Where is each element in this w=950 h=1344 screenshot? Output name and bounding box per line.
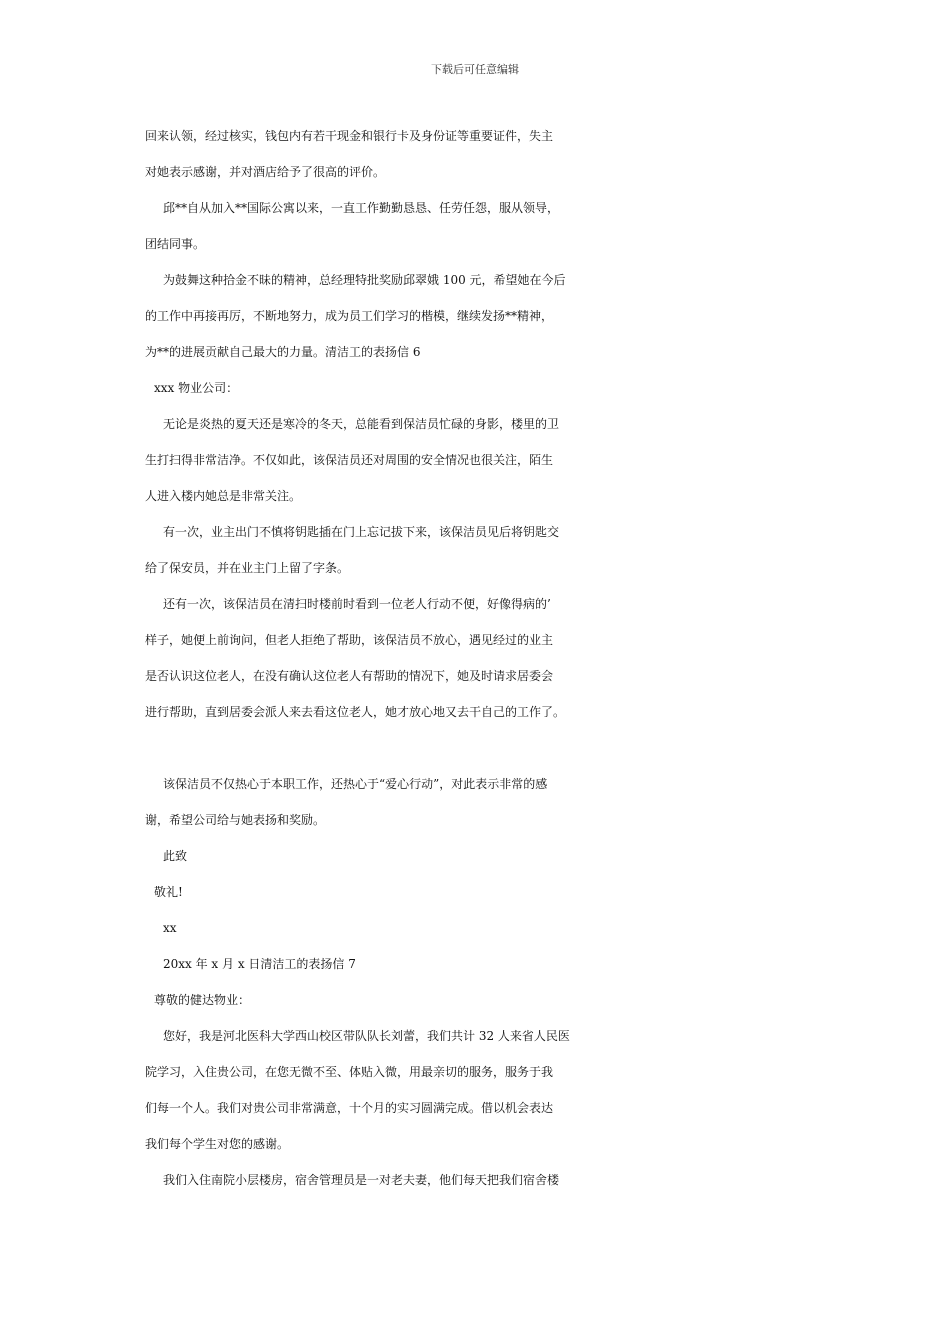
text-line: 团结同事。	[145, 237, 206, 251]
page-header: 下载后可任意编辑	[431, 63, 519, 76]
text-line: 院学习，入住贵公司，在您无微不至、体贴入微，用最亲切的服务，服务于我	[145, 1065, 554, 1079]
text-line: 对她表示感谢，并对酒店给予了很高的评价。	[145, 165, 386, 179]
text-line: 无论是炎热的夏天还是寒冷的冬天，总能看到保洁员忙碌的身影，楼里的卫	[163, 417, 560, 431]
document-body	[0, 118, 950, 1198]
text-line: 回来认领，经过核实，钱包内有若干现金和银行卡及身份证等重要证件，失主	[145, 129, 554, 143]
text-line: 的工作中再接再厉，不断地努力，成为员工们学习的楷模，继续发扬**精神，	[145, 309, 554, 323]
text-line: 有一次，业主出门不慎将钥匙插在门上忘记拔下来，该保洁员见后将钥匙交	[163, 525, 560, 539]
text-line: 们每一个人。我们对贵公司非常满意，十个月的实习圆满完成。借以机会表达	[145, 1101, 554, 1115]
text-line: 为鼓舞这种拾金不昧的精神，总经理特批奖励邱翠娥 100 元，希望她在今后	[163, 273, 566, 287]
closing-line: 此致	[163, 849, 188, 863]
text-line: 邱**自从加入**国际公寓以来，一直工作勤勤恳恳、任劳任怨，服从领导，	[163, 201, 560, 215]
text-line: 是否认识这位老人，在没有确认这位老人有帮助的情况下，她及时请求居委会	[145, 669, 554, 683]
text-line: 您好，我是河北医科大学西山校区带队队长刘蕾，我们共计 32 人来省人民医	[163, 1029, 570, 1043]
text-line: 我们每个学生对您的感谢。	[145, 1137, 290, 1151]
text-line: xxx 物业公司：	[154, 381, 239, 395]
text-line: 为**的进展贡献自己最大的力量。清洁工的表扬信 6	[145, 345, 421, 359]
date-line: 20xx 年 x 月 x 日清洁工的表扬信 7	[163, 957, 356, 971]
text-line: 人进入楼内她总是非常关注。	[145, 489, 302, 503]
text-line: 给了保安员，并在业主门上留了字条。	[145, 561, 350, 575]
closing-line: 敬礼!	[154, 885, 183, 899]
signature-line: xx	[163, 921, 177, 935]
blank-line	[0, 730, 950, 766]
text-line: 样子，她便上前询问，但老人拒绝了帮助，该保洁员不放心，遇见经过的业主	[145, 633, 554, 647]
text-line: 我们入住南院小层楼房，宿舍管理员是一对老夫妻，他们每天把我们宿舍楼	[163, 1173, 560, 1187]
text-line: 生打扫得非常洁净。不仅如此，该保洁员还对周围的安全情况也很关注，陌生	[145, 453, 554, 467]
salutation-line: 尊敬的健达物业：	[154, 993, 251, 1007]
text-line: 该保洁员不仅热心于本职工作，还热心于“爱心行动”，对此表示非常的感	[163, 777, 548, 791]
text-line: 进行帮助，直到居委会派人来去看这位老人，她才放心地又去干自己的工作了。	[145, 705, 566, 719]
text-line: 还有一次，该保洁员在清扫时楼前时看到一位老人行动不便，好像得病的’	[163, 597, 551, 611]
text-line: 谢，希望公司给与她表扬和奖励。	[145, 813, 326, 827]
